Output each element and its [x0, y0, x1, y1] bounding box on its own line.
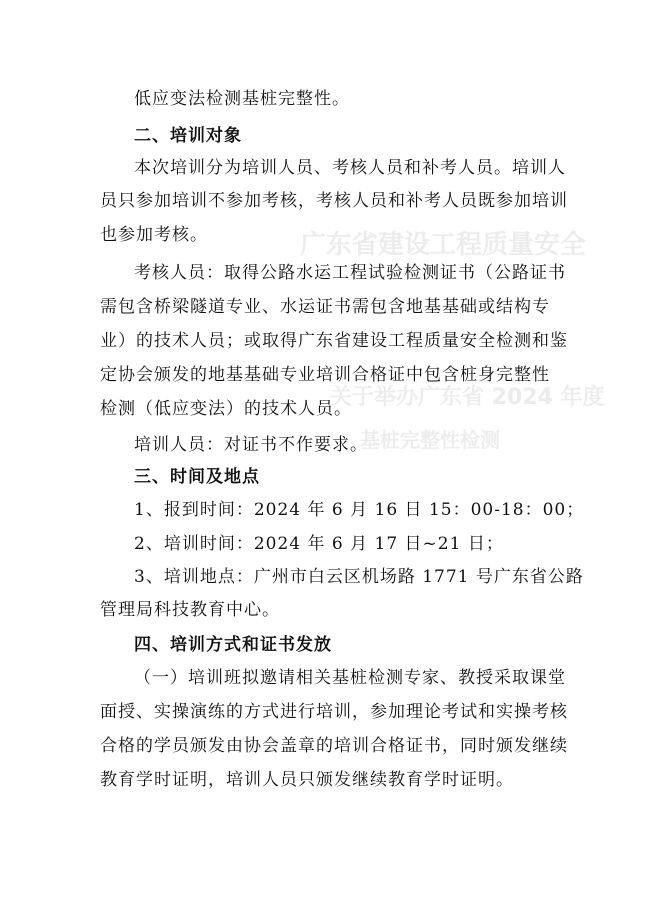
- body-text-line: 需包含桥梁隧道专业、水运证书需包含地基基础或结构专: [100, 297, 550, 317]
- body-text-line: 员只参加培训不参加考核，考核人员和补考人员既参加培训: [100, 191, 568, 211]
- bleed-through-text: 基桩完整性检测: [360, 428, 500, 452]
- body-text-line: 定协会颁发的地基基础专业培训合格证中包含桩身完整性: [100, 365, 550, 385]
- body-text-line: 本次培训分为培训人员、考核人员和补考人员。培训人: [134, 158, 566, 178]
- body-text-line: 低应变法检测基桩完整性。: [134, 89, 350, 109]
- body-text-line: 管理局科技教育中心。: [100, 600, 280, 620]
- body-text-line: 合格的学员颁发由协会盖章的培训合格证书，同时颁发继续: [100, 736, 568, 756]
- body-text-line: 1、报到时间：2024 年 6 月 16 日 15：00-18：00；: [134, 500, 585, 520]
- body-text-line: 检测（低应变法）的技术人员。: [100, 399, 352, 419]
- body-text-line: 也参加考核。: [100, 225, 208, 245]
- body-text-line: 考核人员：取得公路水运工程试验检测证书（公路证书: [134, 263, 566, 283]
- section-heading: 四、培训方式和证书发放: [134, 635, 332, 655]
- body-text-line: 教育学时证明，培训人员只颁发继续教育学时证明。: [100, 770, 514, 790]
- body-text-line: 培训人员：对证书不作要求。: [134, 435, 368, 455]
- body-text-line: 业）的技术人员；或取得广东省建设工程质量安全检测和鉴: [100, 331, 568, 351]
- bleed-through-text: 关于举办广东省 2024 年度: [330, 385, 605, 410]
- body-text-line: 3、培训地点：广州市白云区机场路 1771 号广东省公路: [134, 567, 584, 587]
- bleed-through-text: 广东省建设工程质量安全: [300, 230, 587, 260]
- body-text-line: （一）培训班拟邀请相关基桩检测专家、教授采取课堂: [134, 668, 566, 688]
- body-text-line: 2、培训时间：2024 年 6 月 17 日~21 日；: [134, 534, 504, 554]
- section-heading: 三、时间及地点: [134, 467, 260, 487]
- body-text-line: 面授、实操演练的方式进行培训，参加理论考试和实操考核: [100, 702, 568, 722]
- section-heading: 二、培训对象: [134, 126, 242, 146]
